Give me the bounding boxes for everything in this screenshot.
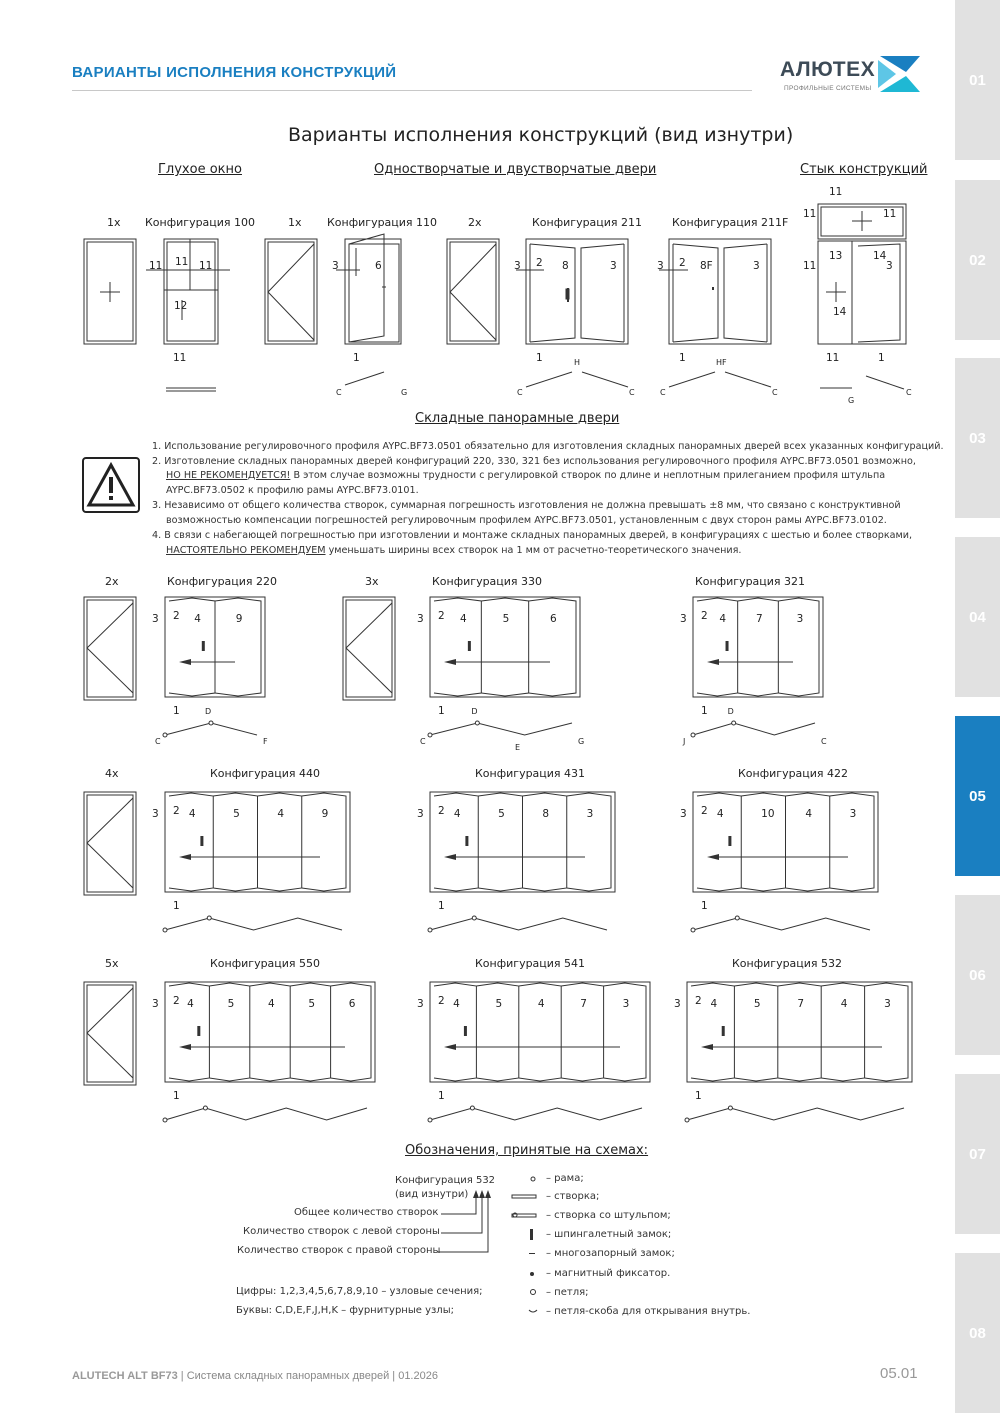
hinge-icon	[207, 916, 211, 920]
door-frame	[430, 792, 615, 892]
tab-08[interactable]: 08	[955, 1253, 1000, 1413]
node-label: 4	[719, 613, 727, 625]
config-label: Конфигурация 211F	[672, 216, 789, 229]
node-letter: J	[683, 737, 686, 746]
section-joint: Стык конструкций	[800, 162, 928, 177]
arrow-head	[179, 659, 191, 665]
note-2: 2. Изготовление складных панорамных дверей конфигураций 220, 330, 321 без использования регулировочного профиля AYPC.BF73.0501 возможно,	[152, 456, 916, 467]
note-4: 4. В связи с набегающей погрешностью при изготовлении и монтаже складных панорамных дверей, в конфигурациях с шестью и более створками,	[152, 530, 913, 541]
node-label: 1	[353, 352, 360, 364]
config-label: Конфигурация 100	[145, 216, 256, 229]
node-label: 6	[375, 260, 382, 272]
note-3: 3. Независимо от общего количества створок, суммарная погрешность изготовления не должна превышать ±8 мм, что связано с конструктивной	[152, 500, 901, 511]
plan-view-line	[430, 1108, 642, 1120]
hinge-icon	[472, 916, 476, 920]
legend-sash: – створка;	[546, 1191, 600, 1202]
plan-view-line	[165, 723, 257, 735]
node-label: 4	[710, 998, 718, 1010]
node-label: 4	[267, 998, 275, 1010]
tab-01[interactable]: 01	[955, 0, 1000, 160]
count-label: 5x	[105, 957, 119, 970]
node-label: 3	[796, 613, 804, 625]
tab-06[interactable]: 06	[955, 895, 1000, 1055]
sketch-opening	[87, 798, 133, 888]
door-frame	[165, 597, 265, 697]
node-label: 5	[227, 998, 235, 1010]
section-folding: Складные панорамные двери	[415, 411, 620, 426]
note-2-end: AYPC.BF73.0502 к профилю рамы AYPC.BF73.0101.	[166, 485, 419, 496]
legend-title: Обозначения, принятые на схемах:	[405, 1143, 649, 1158]
legend-right: Количество створок с правой стороны	[237, 1245, 441, 1256]
sketch-frame	[87, 985, 133, 1082]
node-letter: G	[401, 388, 408, 397]
config-label: Конфигурация 532	[732, 957, 843, 970]
node-letter: HF	[716, 358, 727, 367]
node-letter: D	[471, 707, 478, 716]
hinge-icon	[735, 916, 739, 920]
logo-text: АЛЮТЕХ	[780, 58, 876, 81]
chapter-tabs	[955, 0, 1000, 1415]
door-frame	[430, 597, 580, 697]
node-label: 3	[586, 808, 594, 820]
node-label: 11	[199, 260, 213, 272]
config-label: Конфигурация 440	[210, 767, 321, 780]
door-frame	[165, 982, 375, 1082]
node-label: 3	[657, 260, 664, 272]
node-label: 14	[833, 306, 847, 318]
door-frame	[430, 982, 650, 1082]
node-label: 3	[610, 260, 617, 272]
sketch-frame	[343, 597, 395, 700]
node-label: 2	[438, 995, 445, 1007]
node-label: 2	[173, 610, 180, 622]
plan-view-line	[430, 723, 572, 735]
node-label: 3	[680, 808, 687, 820]
node-label: 1	[695, 1090, 702, 1102]
node-label: 3	[886, 260, 893, 272]
count-label: 2x	[468, 216, 482, 229]
legend-sash-mullion: – створка со штульпом;	[546, 1210, 671, 1221]
legend-magnet: – магнитный фиксатор.	[546, 1268, 671, 1279]
node-label: 11	[803, 260, 817, 272]
section-doors: Одностворчатые и двустворчатые двери	[374, 162, 657, 177]
node-label: 5	[495, 998, 503, 1010]
node-label: 3	[332, 260, 339, 272]
node-label: 3	[417, 808, 424, 820]
node-label: 1	[878, 352, 885, 364]
legend-multilock: – многозапорный замок;	[546, 1248, 675, 1259]
hinge-icon	[428, 928, 432, 932]
node-letter: C	[772, 388, 778, 397]
node-letter: C	[821, 737, 827, 746]
node-letter: D	[205, 707, 212, 716]
arrow-head	[707, 854, 719, 860]
hinge-icon	[209, 721, 213, 725]
node-label: 8	[542, 808, 550, 820]
arrow-head	[444, 659, 456, 665]
node-label: 3	[152, 613, 159, 625]
logo-mark-icon	[780, 56, 920, 96]
node-label: 1	[438, 705, 445, 717]
node-label: 4	[805, 808, 813, 820]
node-label: 5	[753, 998, 761, 1010]
node-label: 1	[701, 900, 708, 912]
node-label: 9	[321, 808, 329, 820]
node-letter: C	[336, 388, 342, 397]
node-label: 4	[187, 998, 194, 1010]
warning-icon	[82, 457, 140, 513]
node-label: 3	[680, 613, 687, 625]
node-label: 2	[695, 995, 702, 1007]
sketch-frame	[87, 795, 133, 892]
tab-03[interactable]: 03	[955, 358, 1000, 518]
tab-07[interactable]: 07	[955, 1074, 1000, 1234]
node-label: 11	[826, 352, 840, 364]
arrow-head	[179, 1044, 191, 1050]
node-label: 4	[453, 808, 461, 820]
node-label: 6	[549, 613, 557, 625]
node-letter: C	[517, 388, 523, 397]
node-letter: C	[420, 737, 426, 746]
node-letter: C	[906, 388, 912, 397]
node-label: 8	[562, 260, 569, 272]
node-label: 3	[152, 998, 159, 1010]
node-label: 1	[679, 352, 686, 364]
node-letter: F	[263, 737, 268, 746]
logo-subtitle: ПРОФИЛЬНЫЕ СИСТЕМЫ	[784, 85, 872, 92]
node-label: 1	[438, 1090, 445, 1102]
node-label: 2	[536, 257, 543, 269]
count-label: 3x	[365, 575, 379, 588]
note-2-cont: НО НЕ РЕКОМЕНДУЕТСЯ! В этом случае возможны трудности с регулировкой створок по длине и неплотным прилеганием профиля штульпа	[166, 470, 886, 481]
note-1: 1. Использование регулировочного профиля AYPC.BF73.0501 обязательно для изготовления складных панорамных дверей всех указанных конфигураций.	[152, 441, 944, 452]
plan-view-line	[693, 723, 815, 735]
sketch-frame	[84, 982, 136, 1085]
note-3-cont: возможностью компенсации погрешностей регулировочным профилем AYPC.BF73.0501, установленным с двух сторон рамы AYPC.BF73.0102.	[166, 515, 887, 526]
node-label: 3	[753, 260, 760, 272]
config-label: Конфигурация 211	[532, 216, 643, 229]
legend-espagnolette: – шпингалетный замок;	[546, 1229, 672, 1240]
hinge-icon	[163, 733, 167, 737]
footer-text: ALUTECH ALT BF73 | Система складных панорамных дверей | 01.2026	[72, 1370, 438, 1382]
door-frame	[687, 982, 912, 1082]
plan-view-line	[430, 918, 607, 930]
sketch-frame	[84, 792, 136, 895]
count-label: 4x	[105, 767, 119, 780]
header-divider	[72, 90, 752, 91]
plan-view-line	[693, 918, 870, 930]
node-label: 2	[438, 610, 445, 622]
node-letter: C	[155, 737, 161, 746]
legend-config-sub: (вид изнутри)	[395, 1189, 469, 1200]
door-frame	[693, 597, 823, 697]
node-label: 5	[498, 808, 505, 820]
node-label: 5	[502, 613, 510, 625]
node-label: 3	[849, 808, 857, 820]
lock-icon	[202, 641, 205, 651]
node-label: 3	[622, 998, 630, 1010]
node-label: 11	[149, 260, 163, 272]
alutech-logo	[780, 56, 920, 96]
node-label: 1	[536, 352, 543, 364]
node-label: 7	[755, 613, 763, 625]
sketch-frame	[84, 597, 136, 700]
sketch-opening	[87, 988, 133, 1078]
node-label: 4	[460, 613, 467, 625]
door-frame	[693, 792, 878, 892]
node-letter: H	[574, 358, 581, 367]
node-label: 4	[840, 998, 848, 1010]
legend-left: Количество створок с левой стороны	[243, 1226, 440, 1237]
note-4-cont: НАСТОЯТЕЛЬНО РЕКОМЕНДУЕМ уменьшать ширины всех створок на 1 мм от расчетно-теоретического значения.	[166, 545, 742, 556]
node-label: 5	[308, 998, 316, 1010]
node-label: 4	[716, 808, 724, 820]
node-letter: G	[578, 737, 585, 746]
node-label: 9	[235, 613, 243, 625]
legend-frame: – рама;	[546, 1173, 584, 1184]
lock-icon	[726, 641, 729, 651]
hinge-icon	[428, 1118, 432, 1122]
node-label: 11	[803, 208, 817, 220]
section-header-title: ВАРИАНТЫ ИСПОЛНЕНИЯ КОНСТРУКЦИЙ	[72, 64, 397, 81]
plan-view-line	[165, 1108, 367, 1120]
hinge-icon	[428, 733, 432, 737]
legend-hinge: – петля;	[546, 1287, 589, 1298]
node-label: 13	[829, 250, 843, 262]
hinge-icon	[685, 1118, 689, 1122]
node-label: 3	[674, 998, 681, 1010]
sketch-frame	[346, 600, 392, 697]
node-label: 2	[701, 805, 708, 817]
node-label: 5	[233, 808, 240, 820]
hinge-icon	[691, 928, 695, 932]
plan-view-line	[165, 918, 342, 930]
node-label: 8F	[700, 260, 713, 272]
legend-letters: Буквы: C,D,E,F,J,H,K – фурнитурные узлы;	[236, 1305, 454, 1316]
node-label: 12	[174, 300, 188, 312]
config-label: Конфигурация 330	[432, 575, 543, 588]
legend-total: Общее количество створок	[294, 1207, 439, 1218]
node-label: 11	[883, 208, 897, 220]
hinge-icon	[475, 721, 479, 725]
node-letter: D	[727, 707, 734, 716]
node-label: 2	[173, 805, 180, 817]
sketch-opening	[87, 603, 133, 693]
sketch-opening	[346, 603, 392, 693]
legend-digits: Цифры: 1,2,3,4,5,6,7,8,9,10 – узловые сечения;	[236, 1286, 483, 1297]
tab-04[interactable]: 04	[955, 537, 1000, 697]
node-label: 3	[884, 998, 891, 1010]
node-label: 3	[514, 260, 521, 272]
hinge-icon	[203, 1106, 207, 1110]
plan-view-line	[687, 1108, 904, 1120]
arrow-head	[707, 659, 719, 665]
lock-icon	[197, 1026, 200, 1036]
node-label: 3	[417, 998, 424, 1010]
node-label: 4	[188, 808, 196, 820]
node-label: 1	[173, 1090, 180, 1102]
node-label: 10	[761, 808, 775, 820]
node-label: 11	[175, 256, 189, 268]
node-label: 7	[580, 998, 587, 1010]
hinge-icon	[732, 721, 736, 725]
hinge-icon	[163, 1118, 167, 1122]
node-label: 11	[829, 186, 843, 198]
count-label: 1x	[107, 216, 121, 229]
node-label: 7	[797, 998, 805, 1010]
count-label: 1x	[288, 216, 302, 229]
node-label: 1	[438, 900, 445, 912]
node-label: 2	[173, 995, 180, 1007]
node-label: 2	[438, 805, 445, 817]
node-label: 2	[701, 610, 708, 622]
arrow-head	[444, 854, 456, 860]
node-label: 3	[417, 613, 424, 625]
arrow-head	[179, 854, 191, 860]
page-number: 05.01	[880, 1365, 918, 1382]
door-frame	[165, 792, 350, 892]
config-label: Конфигурация 422	[738, 767, 849, 780]
lock-icon	[728, 836, 731, 846]
legend-hinge-bracket: – петля-скоба для открывания внутрь.	[546, 1306, 751, 1317]
node-letter: C	[629, 388, 635, 397]
config-label: Конфигурация 550	[210, 957, 321, 970]
node-label: 4	[453, 998, 460, 1010]
sketch-frame	[87, 600, 133, 697]
section-fixed-window: Глухое окно	[158, 162, 242, 177]
count-label: 2x	[105, 575, 119, 588]
tab-05[interactable]: 05	[955, 716, 1000, 876]
node-label: 4	[537, 998, 545, 1010]
tab-02[interactable]: 02	[955, 180, 1000, 340]
node-label: 11	[173, 352, 187, 364]
lock-icon	[722, 1026, 725, 1036]
legend-config: Конфигурация 532	[395, 1175, 496, 1186]
page-title: Варианты исполнения конструкций (вид изнутри)	[288, 124, 794, 146]
node-label: 1	[701, 705, 708, 717]
lock-icon	[200, 836, 203, 846]
hinge-icon	[691, 733, 695, 737]
lock-icon	[468, 641, 471, 651]
node-label: 2	[679, 257, 686, 269]
node-letter: E	[515, 743, 521, 752]
node-label: 4	[194, 613, 201, 625]
config-label: Конфигурация 431	[475, 767, 586, 780]
arrow-head	[701, 1044, 713, 1050]
config-label: Конфигурация 110	[327, 216, 438, 229]
node-label: 4	[277, 808, 285, 820]
arrow-head	[444, 1044, 456, 1050]
node-label: 3	[152, 808, 159, 820]
hinge-icon	[728, 1106, 732, 1110]
node-label: 1	[173, 705, 180, 717]
hinge-icon	[163, 928, 167, 932]
config-label: Конфигурация 321	[695, 575, 806, 588]
node-letter: G	[848, 396, 855, 405]
node-label: 6	[348, 998, 356, 1010]
lock-icon	[465, 836, 468, 846]
node-letter: C	[660, 388, 666, 397]
config-label: Конфигурация 541	[475, 957, 586, 970]
node-label: 14	[873, 250, 887, 262]
lock-icon	[464, 1026, 467, 1036]
config-label: Конфигурация 220	[167, 575, 278, 588]
node-label: 1	[173, 900, 180, 912]
hinge-icon	[470, 1106, 474, 1110]
